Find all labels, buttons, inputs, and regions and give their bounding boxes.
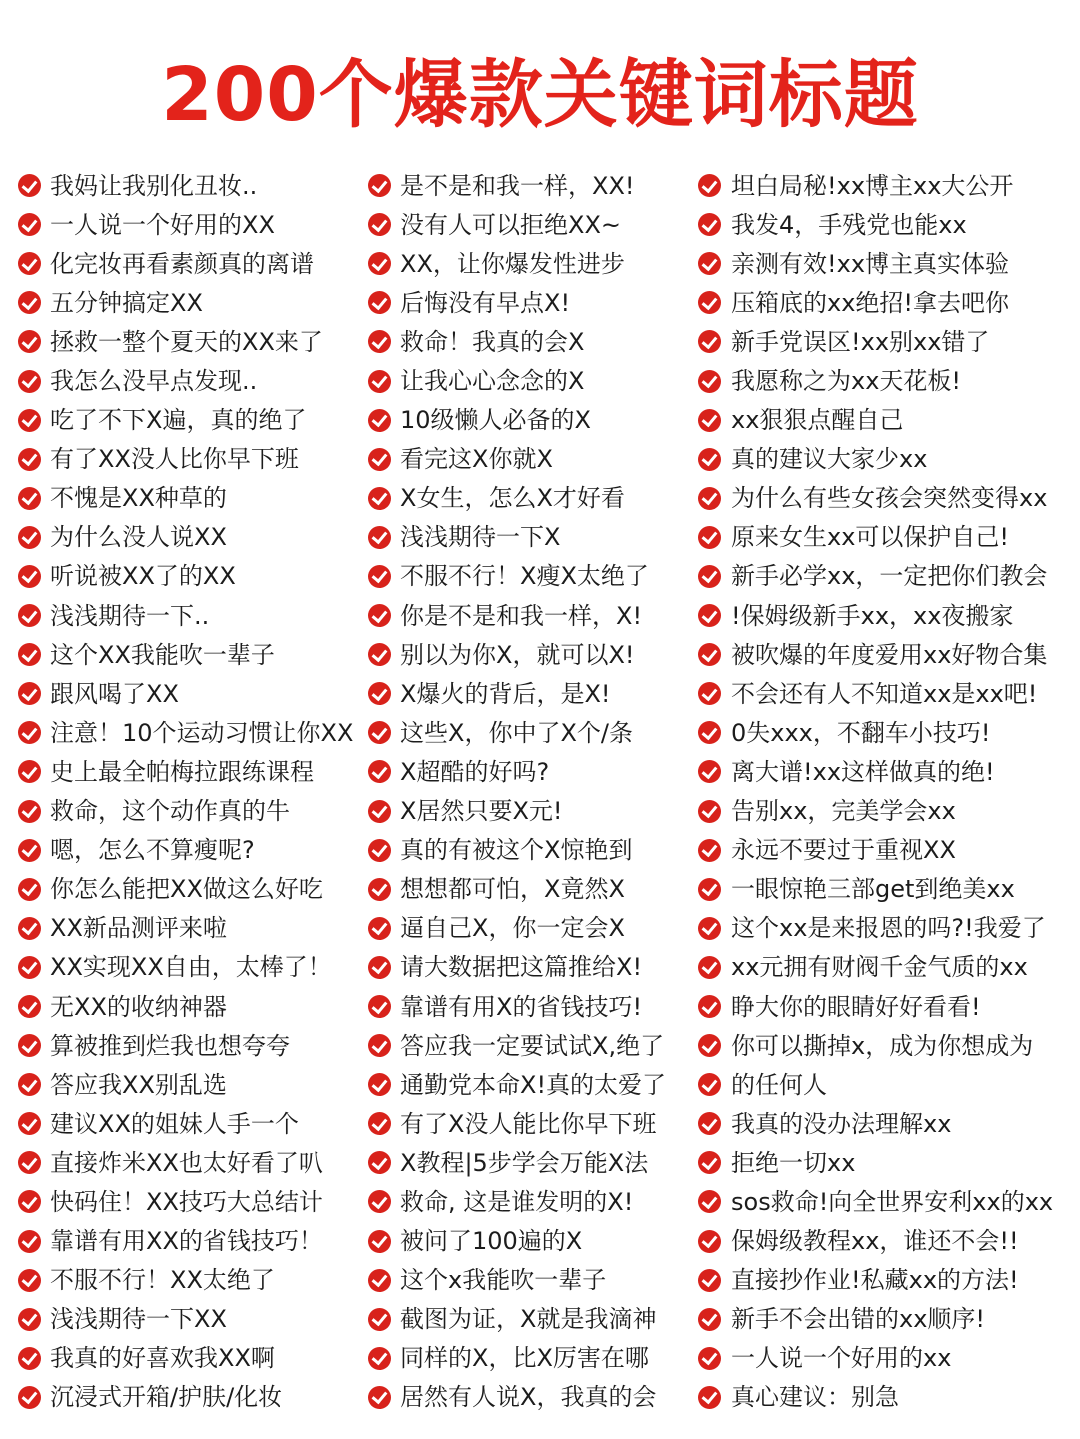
list-item bbox=[18, 831, 373, 870]
keyword-column-2 bbox=[368, 166, 690, 1417]
list-item bbox=[368, 948, 690, 987]
checkmark-circle-icon bbox=[698, 409, 721, 432]
list-item bbox=[18, 518, 373, 557]
list-item-text: 靠谱有用X的省钱技巧! bbox=[400, 992, 643, 1021]
checkmark-circle-icon bbox=[368, 1034, 391, 1057]
checkmark-circle-icon bbox=[698, 1386, 721, 1409]
list-item-text: 快码住！XX技巧大总结计 bbox=[50, 1187, 323, 1216]
list-item bbox=[18, 244, 373, 283]
list-item-text: 不服不行！X瘦X太绝了 bbox=[400, 562, 649, 591]
list-item bbox=[368, 674, 690, 713]
list-item bbox=[18, 1104, 373, 1143]
checkmark-circle-icon bbox=[698, 213, 721, 236]
list-item bbox=[698, 557, 1076, 596]
list-item bbox=[698, 596, 1076, 635]
checkmark-circle-icon bbox=[18, 643, 41, 666]
checkmark-circle-icon bbox=[698, 526, 721, 549]
checkmark-circle-icon bbox=[18, 448, 41, 471]
list-item bbox=[18, 1026, 373, 1065]
checkmark-circle-icon bbox=[698, 1112, 721, 1135]
checkmark-circle-icon bbox=[698, 721, 721, 744]
list-item bbox=[698, 244, 1076, 283]
list-item bbox=[18, 1222, 373, 1261]
list-item bbox=[18, 1300, 373, 1339]
list-item-text: 史上最全帕梅拉跟练课程 bbox=[50, 757, 314, 786]
list-item-text: X爆火的背后，是X! bbox=[400, 679, 611, 708]
list-item-text: 这个xx是来报恩的吗?!我爱了 bbox=[731, 914, 1046, 943]
list-item bbox=[368, 713, 690, 752]
checkmark-circle-icon bbox=[18, 760, 41, 783]
checkmark-circle-icon bbox=[368, 721, 391, 744]
list-item-text: 救命！我真的会X bbox=[400, 327, 585, 356]
list-item-text: X居然只要X元! bbox=[400, 797, 563, 826]
list-item bbox=[698, 1182, 1076, 1221]
list-item-text: 被问了100遍的X bbox=[400, 1227, 583, 1256]
list-item bbox=[698, 1300, 1076, 1339]
list-item bbox=[18, 674, 373, 713]
list-item-text: 浅浅期待一下X bbox=[400, 523, 561, 552]
list-item-text: 沉浸式开箱/护肤/化妆 bbox=[50, 1383, 283, 1412]
list-item bbox=[368, 401, 690, 440]
list-item bbox=[698, 1339, 1076, 1378]
list-item-text: 浅浅期待一下XX bbox=[50, 1305, 227, 1334]
list-item bbox=[368, 1026, 690, 1065]
list-item-text: 请大数据把这篇推给X! bbox=[400, 953, 643, 982]
list-item-text: 你可以撕掉x，成为你想成为 bbox=[731, 1031, 1034, 1060]
checkmark-circle-icon bbox=[368, 487, 391, 510]
list-item bbox=[18, 1339, 373, 1378]
list-item-text: 无XX的收纳神器 bbox=[50, 992, 227, 1021]
list-item bbox=[698, 948, 1076, 987]
list-item-text: 保姆级教程xx，谁还不会!! bbox=[731, 1227, 1019, 1256]
list-item bbox=[368, 870, 690, 909]
list-item bbox=[18, 440, 373, 479]
checkmark-circle-icon bbox=[18, 1151, 41, 1174]
list-item bbox=[698, 283, 1076, 322]
list-item bbox=[368, 1261, 690, 1300]
list-item-text: 永远不要过于重视XX bbox=[731, 836, 956, 865]
list-item bbox=[18, 1065, 373, 1104]
list-item bbox=[368, 1065, 690, 1104]
list-item bbox=[368, 166, 690, 205]
list-item bbox=[368, 1104, 690, 1143]
list-item bbox=[698, 205, 1076, 244]
checkmark-circle-icon bbox=[698, 682, 721, 705]
checkmark-circle-icon bbox=[698, 1269, 721, 1292]
list-item-text: xx元拥有财阀千金气质的xx bbox=[731, 953, 1028, 982]
list-item-text: X超酷的好吗? bbox=[400, 757, 550, 786]
list-item-text: 被吹爆的年度爱用xx好物合集 bbox=[731, 640, 1048, 669]
list-item-text: 逼自己X，你一定会X bbox=[400, 914, 625, 943]
list-item bbox=[698, 674, 1076, 713]
checkmark-circle-icon bbox=[18, 409, 41, 432]
checkmark-circle-icon bbox=[698, 1034, 721, 1057]
checkmark-circle-icon bbox=[368, 1073, 391, 1096]
checkmark-circle-icon bbox=[18, 956, 41, 979]
list-item-text: 离大谱!xx这样做真的绝! bbox=[731, 757, 995, 786]
list-item-text: 截图为证，X就是我滴神 bbox=[400, 1305, 657, 1334]
list-item-text: 你怎么能把XX做这么好吃 bbox=[50, 875, 323, 904]
list-item bbox=[698, 479, 1076, 518]
list-item bbox=[368, 831, 690, 870]
checkmark-circle-icon bbox=[18, 1034, 41, 1057]
list-item bbox=[18, 909, 373, 948]
list-item-text: sos救命!向全世界安利xx的xx bbox=[731, 1187, 1054, 1216]
checkmark-circle-icon bbox=[368, 448, 391, 471]
list-item-text: 跟风喝了XX bbox=[50, 679, 179, 708]
checkmark-circle-icon bbox=[698, 760, 721, 783]
list-item-text: 原来女生xx可以保护自己! bbox=[731, 523, 1010, 552]
list-item bbox=[368, 244, 690, 283]
checkmark-circle-icon bbox=[368, 1112, 391, 1135]
checkmark-circle-icon bbox=[18, 839, 41, 862]
list-item-text: 拒绝一切xx bbox=[731, 1148, 856, 1177]
list-item bbox=[368, 596, 690, 635]
checkmark-circle-icon bbox=[698, 1347, 721, 1370]
list-item-text: 靠谱有用XX的省钱技巧！ bbox=[50, 1227, 323, 1256]
list-item-text: 0失xxx，不翻车小技巧! bbox=[731, 718, 991, 747]
list-item bbox=[18, 792, 373, 831]
list-item-text: 的任何人 bbox=[731, 1070, 827, 1099]
list-item-text: 新手必学xx，一定把你们教会 bbox=[731, 562, 1048, 591]
checkmark-circle-icon bbox=[698, 252, 721, 275]
list-item bbox=[18, 166, 373, 205]
list-item bbox=[368, 1222, 690, 1261]
list-item-text: 不服不行！XX太绝了 bbox=[50, 1266, 275, 1295]
list-item bbox=[368, 361, 690, 400]
list-item-text: 注意！10个运动习惯让你XX bbox=[50, 718, 354, 747]
checkmark-circle-icon bbox=[18, 370, 41, 393]
list-item-text: 这个XX我能吹一辈子 bbox=[50, 640, 275, 669]
list-item bbox=[18, 870, 373, 909]
list-item bbox=[368, 440, 690, 479]
keyword-column-3 bbox=[698, 166, 1076, 1417]
checkmark-circle-icon bbox=[368, 760, 391, 783]
list-item-text: 是不是和我一样，XX! bbox=[400, 171, 635, 200]
list-item bbox=[18, 1378, 373, 1417]
checkmark-circle-icon bbox=[368, 956, 391, 979]
list-item-text: 我真的好喜欢我XX啊 bbox=[50, 1344, 275, 1373]
list-item-text: 为什么有些女孩会突然变得xx bbox=[731, 484, 1048, 513]
list-item bbox=[368, 205, 690, 244]
list-item bbox=[18, 1143, 373, 1182]
list-item-text: 亲测有效!xx博主真实体验 bbox=[731, 249, 1010, 278]
checkmark-circle-icon bbox=[698, 330, 721, 353]
list-item bbox=[18, 205, 373, 244]
checkmark-circle-icon bbox=[368, 1308, 391, 1331]
list-item-text: 这个x我能吹一辈子 bbox=[400, 1266, 607, 1295]
checkmark-circle-icon bbox=[368, 878, 391, 901]
checkmark-circle-icon bbox=[698, 1190, 721, 1213]
list-item-text: 我发4，手残党也能xx bbox=[731, 210, 967, 239]
checkmark-circle-icon bbox=[698, 995, 721, 1018]
list-item bbox=[368, 1339, 690, 1378]
list-item-text: 化完妆再看素颜真的离谱 bbox=[50, 249, 314, 278]
list-item-text: 压箱底的xx绝招!拿去吧你 bbox=[731, 288, 1010, 317]
list-item bbox=[18, 596, 373, 635]
list-item-text: 真的有被这个X惊艳到 bbox=[400, 836, 633, 865]
list-item bbox=[368, 635, 690, 674]
checkmark-circle-icon bbox=[18, 526, 41, 549]
list-item-text: 有了XX没人比你早下班 bbox=[50, 445, 299, 474]
checkmark-circle-icon bbox=[368, 800, 391, 823]
list-item-text: 你是不是和我一样，X! bbox=[400, 601, 643, 630]
list-item-text: X教程|5步学会万能X法 bbox=[400, 1148, 649, 1177]
list-item-text: 一人说一个好用的XX bbox=[50, 210, 275, 239]
list-item-text: 听说被XX了的XX bbox=[50, 562, 236, 591]
list-item-text: 直接抄作业!私藏xx的方法! bbox=[731, 1266, 1019, 1295]
list-item-text: 通勤党本命X!真的太爱了 bbox=[400, 1070, 667, 1099]
list-item-text: 救命, 这是谁发明的X! bbox=[400, 1187, 634, 1216]
list-item-text: 真的建议大家少xx bbox=[731, 445, 928, 474]
list-item-text: 有了X没人能比你早下班 bbox=[400, 1109, 657, 1138]
checkmark-circle-icon bbox=[368, 409, 391, 432]
list-item bbox=[698, 987, 1076, 1026]
list-item-text: 没有人可以拒绝XX~ bbox=[400, 210, 621, 239]
checkmark-circle-icon bbox=[368, 330, 391, 353]
list-item bbox=[18, 1261, 373, 1300]
checkmark-circle-icon bbox=[18, 174, 41, 197]
list-item-text: 坦白局秘!xx博主xx大公开 bbox=[731, 171, 1014, 200]
list-item-text: 不愧是XX种草的 bbox=[50, 484, 227, 513]
list-item-text: 答应我一定要试试X,绝了 bbox=[400, 1031, 665, 1060]
list-item bbox=[18, 713, 373, 752]
list-item-text: 我真的没办法理解xx bbox=[731, 1109, 952, 1138]
list-item bbox=[698, 792, 1076, 831]
list-item-text: XX新品测评来啦 bbox=[50, 914, 227, 943]
list-item bbox=[368, 752, 690, 791]
list-item-text: 不会还有人不知道xx是xx吧! bbox=[731, 679, 1038, 708]
checkmark-circle-icon bbox=[18, 1073, 41, 1096]
list-item-text: 救命，这个动作真的牛 bbox=[50, 797, 290, 826]
checkmark-circle-icon bbox=[698, 487, 721, 510]
checkmark-circle-icon bbox=[698, 956, 721, 979]
list-item-text: 直接炸米XX也太好看了叭 bbox=[50, 1148, 323, 1177]
checkmark-circle-icon bbox=[18, 721, 41, 744]
checkmark-circle-icon bbox=[18, 1230, 41, 1253]
list-item bbox=[368, 322, 690, 361]
list-item bbox=[698, 322, 1076, 361]
list-item bbox=[698, 1065, 1076, 1104]
list-item bbox=[698, 752, 1076, 791]
list-item bbox=[698, 401, 1076, 440]
list-item bbox=[368, 909, 690, 948]
checkmark-circle-icon bbox=[698, 878, 721, 901]
checkmark-circle-icon bbox=[368, 1151, 391, 1174]
checkmark-circle-icon bbox=[368, 213, 391, 236]
list-item bbox=[698, 518, 1076, 557]
list-item-text: 我妈让我别化丑妆.. bbox=[50, 171, 258, 200]
list-item bbox=[18, 987, 373, 1026]
keyword-column-1 bbox=[18, 166, 373, 1417]
list-item-text: X女生，怎么X才好看 bbox=[400, 484, 625, 513]
checkmark-circle-icon bbox=[368, 252, 391, 275]
list-item bbox=[698, 440, 1076, 479]
checkmark-circle-icon bbox=[698, 565, 721, 588]
list-item-text: 为什么没人说XX bbox=[50, 523, 227, 552]
list-item bbox=[698, 870, 1076, 909]
checkmark-circle-icon bbox=[698, 604, 721, 627]
list-item-text: 一眼惊艳三部get到绝美xx bbox=[731, 875, 1015, 904]
list-item-text: 睁大你的眼睛好好看看! bbox=[731, 992, 981, 1021]
checkmark-circle-icon bbox=[18, 682, 41, 705]
list-item bbox=[698, 361, 1076, 400]
checkmark-circle-icon bbox=[18, 291, 41, 314]
list-item-text: 答应我XX别乱选 bbox=[50, 1070, 227, 1099]
list-item bbox=[18, 1182, 373, 1221]
list-item bbox=[368, 1143, 690, 1182]
list-item bbox=[698, 635, 1076, 674]
list-item bbox=[368, 1300, 690, 1339]
list-item bbox=[698, 1222, 1076, 1261]
list-item-text: 新手党误区!xx别xx错了 bbox=[731, 327, 990, 356]
list-item-text: 五分钟搞定XX bbox=[50, 288, 203, 317]
checkmark-circle-icon bbox=[368, 1230, 391, 1253]
checkmark-circle-icon bbox=[368, 839, 391, 862]
list-item bbox=[368, 1378, 690, 1417]
list-item-text: 建议XX的姐妹人手一个 bbox=[50, 1109, 299, 1138]
list-item bbox=[18, 948, 373, 987]
list-item-text: 居然有人说X，我真的会 bbox=[400, 1383, 657, 1412]
checkmark-circle-icon bbox=[698, 174, 721, 197]
checkmark-circle-icon bbox=[698, 1073, 721, 1096]
checkmark-circle-icon bbox=[368, 682, 391, 705]
list-item bbox=[698, 909, 1076, 948]
checkmark-circle-icon bbox=[18, 565, 41, 588]
checkmark-circle-icon bbox=[368, 917, 391, 940]
checkmark-circle-icon bbox=[18, 1308, 41, 1331]
checkmark-circle-icon bbox=[18, 487, 41, 510]
list-item bbox=[698, 1143, 1076, 1182]
checkmark-circle-icon bbox=[18, 1347, 41, 1370]
list-item bbox=[368, 479, 690, 518]
checkmark-circle-icon bbox=[18, 1269, 41, 1292]
checkmark-circle-icon bbox=[18, 1386, 41, 1409]
list-item-text: 想想都可怕，X竟然X bbox=[400, 875, 625, 904]
checkmark-circle-icon bbox=[698, 1230, 721, 1253]
checkmark-circle-icon bbox=[18, 800, 41, 823]
list-item-text: 这些X，你中了X个/条 bbox=[400, 718, 633, 747]
list-item-text: 拯救一整个夏天的XX来了 bbox=[50, 327, 323, 356]
list-item bbox=[368, 792, 690, 831]
list-item bbox=[368, 283, 690, 322]
list-item bbox=[18, 635, 373, 674]
list-item-text: !保姆级新手xx，xx夜搬家 bbox=[731, 601, 1014, 630]
checkmark-circle-icon bbox=[698, 1308, 721, 1331]
checkmark-circle-icon bbox=[368, 565, 391, 588]
checkmark-circle-icon bbox=[368, 526, 391, 549]
checkmark-circle-icon bbox=[698, 917, 721, 940]
checkmark-circle-icon bbox=[698, 370, 721, 393]
list-item bbox=[368, 518, 690, 557]
checkmark-circle-icon bbox=[368, 604, 391, 627]
checkmark-circle-icon bbox=[368, 1347, 391, 1370]
checkmark-circle-icon bbox=[368, 995, 391, 1018]
list-item bbox=[698, 1104, 1076, 1143]
checkmark-circle-icon bbox=[698, 839, 721, 862]
checkmark-circle-icon bbox=[18, 604, 41, 627]
list-item bbox=[368, 1182, 690, 1221]
list-item-text: 我怎么没早点发现.. bbox=[50, 367, 258, 396]
checkmark-circle-icon bbox=[698, 1151, 721, 1174]
list-item-text: 嗯，怎么不算瘦呢? bbox=[50, 836, 255, 865]
list-item-text: 真心建议：别急 bbox=[731, 1383, 899, 1412]
checkmark-circle-icon bbox=[18, 995, 41, 1018]
list-item-text: 我愿称之为xx天花板! bbox=[731, 367, 962, 396]
checkmark-circle-icon bbox=[18, 1190, 41, 1213]
checkmark-circle-icon bbox=[368, 1190, 391, 1213]
checkmark-circle-icon bbox=[368, 643, 391, 666]
checkmark-circle-icon bbox=[698, 643, 721, 666]
checkmark-circle-icon bbox=[368, 291, 391, 314]
list-item-text: 浅浅期待一下.. bbox=[50, 601, 210, 630]
list-item-text: 一人说一个好用的xx bbox=[731, 1344, 952, 1373]
list-item-text: 算被推到烂我也想夸夸 bbox=[50, 1031, 290, 1060]
list-item bbox=[18, 479, 373, 518]
list-item bbox=[18, 283, 373, 322]
checkmark-circle-icon bbox=[698, 448, 721, 471]
list-item-text: 10级懒人必备的X bbox=[400, 406, 591, 435]
list-item bbox=[18, 322, 373, 361]
list-item-text: 后悔没有早点X! bbox=[400, 288, 571, 317]
checkmark-circle-icon bbox=[18, 252, 41, 275]
list-item-text: 同样的X，比X厉害在哪 bbox=[400, 1344, 649, 1373]
list-item bbox=[368, 557, 690, 596]
list-item-text: 让我心心念念的X bbox=[400, 367, 585, 396]
list-item-text: xx狠狠点醒自己 bbox=[731, 406, 904, 435]
list-item bbox=[698, 831, 1076, 870]
page-title: 200个爆款关键词标题 bbox=[161, 52, 919, 138]
checkmark-circle-icon bbox=[368, 174, 391, 197]
list-item-text: 吃了不下X遍，真的绝了 bbox=[50, 406, 307, 435]
checkmark-circle-icon bbox=[368, 1386, 391, 1409]
list-item bbox=[698, 713, 1076, 752]
checkmark-circle-icon bbox=[18, 917, 41, 940]
list-item-text: 看完这X你就X bbox=[400, 445, 553, 474]
list-item bbox=[698, 1261, 1076, 1300]
list-item bbox=[18, 557, 373, 596]
list-item bbox=[698, 1026, 1076, 1065]
checkmark-circle-icon bbox=[18, 213, 41, 236]
list-item bbox=[698, 1378, 1076, 1417]
checkmark-circle-icon bbox=[368, 1269, 391, 1292]
checkmark-circle-icon bbox=[18, 330, 41, 353]
checkmark-circle-icon bbox=[368, 370, 391, 393]
list-item bbox=[18, 752, 373, 791]
list-item bbox=[18, 401, 373, 440]
list-item-text: XX，让你爆发性进步 bbox=[400, 249, 625, 278]
list-item bbox=[368, 987, 690, 1026]
checkmark-circle-icon bbox=[698, 800, 721, 823]
list-item-text: 别以为你X，就可以X! bbox=[400, 640, 635, 669]
list-item bbox=[698, 166, 1076, 205]
list-item-text: 新手不会出错的xx顺序! bbox=[731, 1305, 986, 1334]
list-item-text: XX实现XX自由，太棒了！ bbox=[50, 953, 332, 982]
checkmark-circle-icon bbox=[698, 291, 721, 314]
checkmark-circle-icon bbox=[18, 878, 41, 901]
list-item bbox=[18, 361, 373, 400]
list-item-text: 告别xx，完美学会xx bbox=[731, 797, 956, 826]
checkmark-circle-icon bbox=[18, 1112, 41, 1135]
